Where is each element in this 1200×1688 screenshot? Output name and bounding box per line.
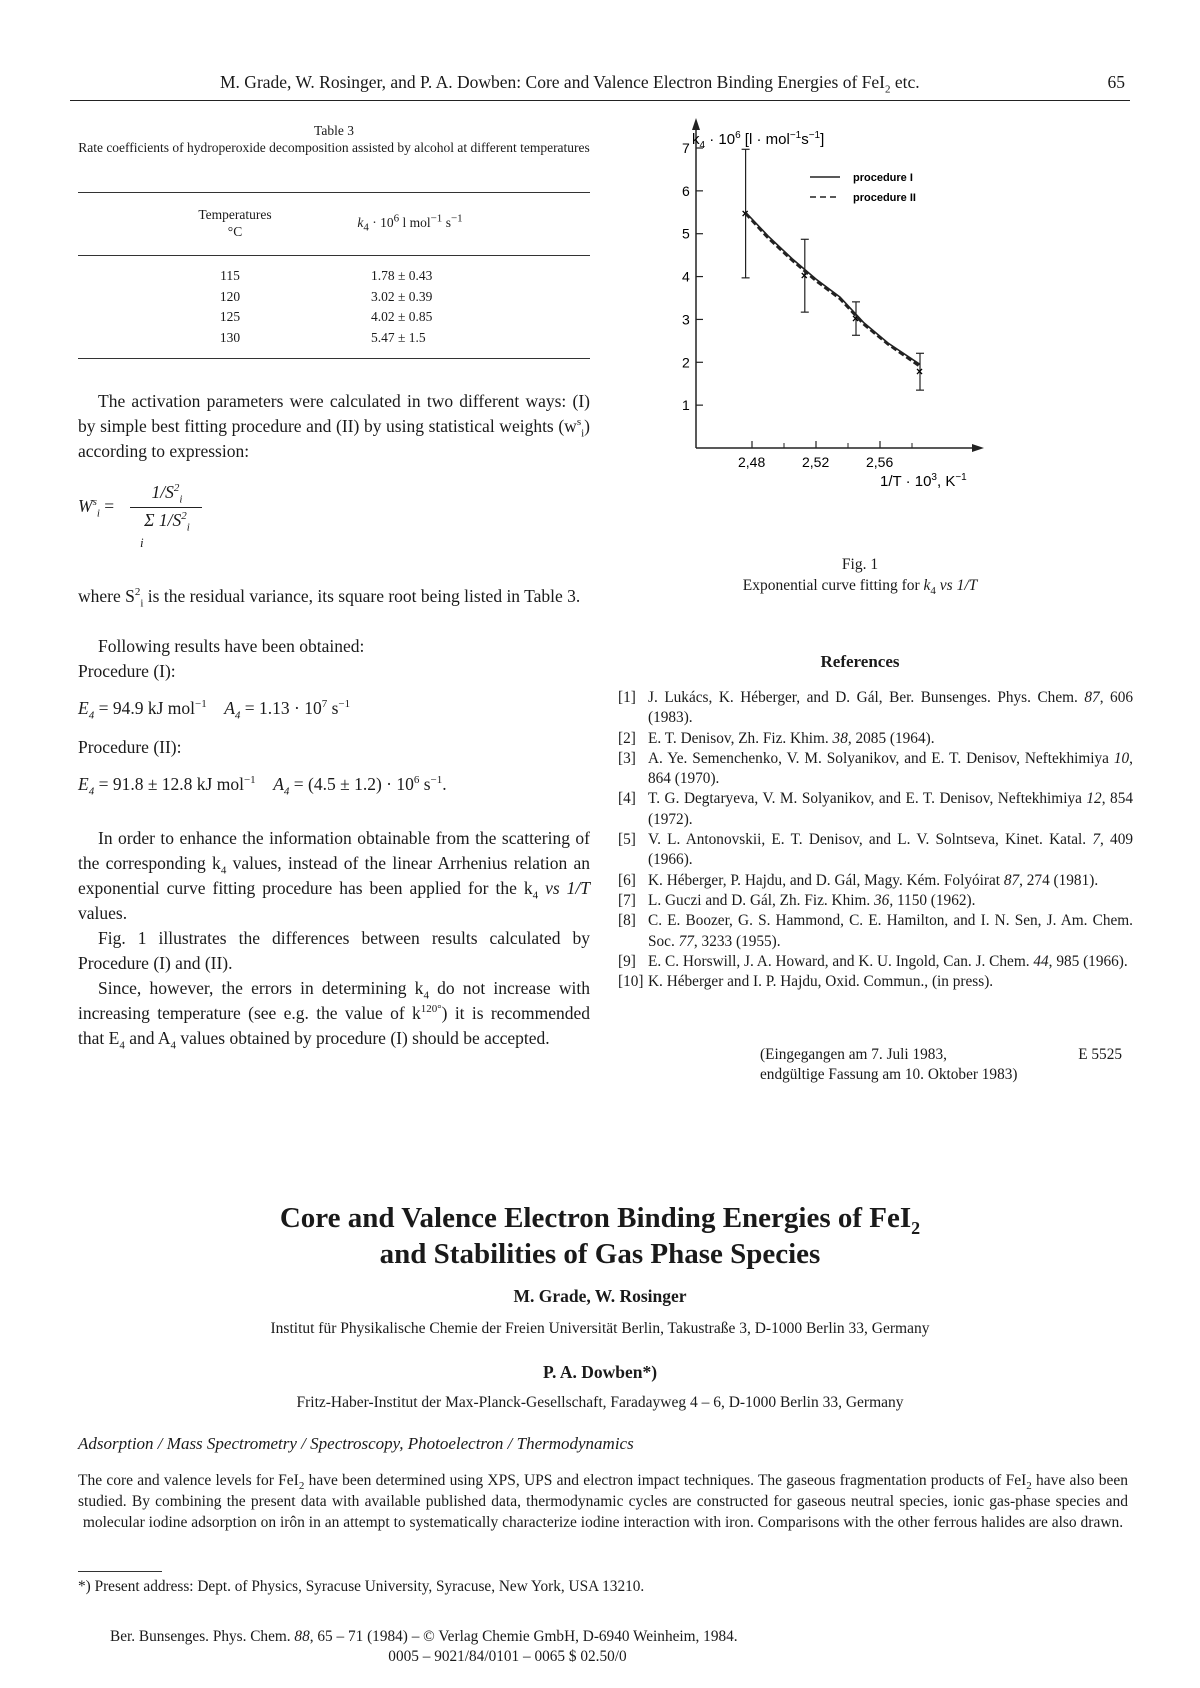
table-cell: 115 [220,268,240,283]
x-axis-label: $1/T \cdot 10^3$, $K^{-1}$ [880,472,967,490]
procedure-2-label: Procedure (II): [78,737,182,757]
paragraph-activation: The activation parameters were calculated in two different ways: (I) by simple best fitting procedure and (II) by using statistical weights $(w^s_i)$ according to expression: [78,391,590,461]
paragraph-enhance: In order to enhance the information obtainable from the scattering of the corresponding $k_4$ values, instead of the linear Arrhenius relation an exponential curve fitting procedure has been applied for the $k_4$ vs 1/T values. [78,828,591,923]
equation-denominator: Σ $1/S^2_i$ [144,510,190,534]
institution-2: Fritz-Haber-Institut der Max-Planck-Gesellschaft, Faradayweg 4 – 6, D-1000 Berlin 33, Germany [296,1394,904,1411]
reference-item: [2] E. T. Denisov, Zh. Fiz. Khim. 38, 2085 (1964). [618,729,935,747]
data-point-marker: × [800,268,808,283]
header-rule [70,100,1130,101]
y-axis-arrow [692,118,700,130]
table-header-k4: $k_4 \cdot 10^6$ l mol$^{-1}$ $s^{-1}$ [357,212,463,234]
equation-procedure-2: $E_4 = 91.8 \pm 12.8$ kJ mol$^{-1}$ $A_4 = (4.5 \pm 1.2) \cdot 10^6$ $s^{-1}$. [78,774,447,798]
table-cell: 3.02 ± 0.39 [371,288,433,304]
manuscript-code: E 5525 [1078,1046,1122,1063]
table-caption-text: Rate coefficients of hydroperoxide decomposition assisted by alcohol at different temperatures [78,140,590,155]
authors-1: M. Grade, W. Rosinger [513,1286,687,1306]
issn-line: 0005 – 9021/84/0101 – 0065 $ 02.50/0 [388,1648,627,1665]
table-cell: 130 [219,329,241,345]
y-tick-label: 7 [682,140,690,156]
references-list [618,688,1133,992]
keywords: Adsorption / Mass Spectrometry / Spectroscopy, Photoelectron / Thermodynamics [78,1434,634,1453]
equation-numerator: $1/S^2_i$ [151,482,183,506]
references-heading: References [820,652,900,671]
y-tick-label: 3 [682,311,690,328]
legend-label-procedure-2: procedure II [853,192,916,204]
institution-1: Institut für Physikalische Chemie der Freien Universität Berlin, Takustraße 3, D-1000 Berlin 33, Germany [270,1320,930,1337]
legend-label-procedure-1: procedure I [853,172,913,184]
article-title: Core and Valence Electron Binding Energies of FeI$_2$ and Stabilities of Gas Phase Species [279,1202,921,1270]
figure-1-chart [660,118,1080,538]
paragraph-conclusion: Since, however, the errors in determining $k_4$ do not increase with increasing temperature (see e.g. the value of $k^{120^\circ}$) it is recommended that $E_4$ and $A_4$ values obtained by procedure (I) should be accepted. [78,978,590,1052]
y-tick-label: 2 [682,354,690,371]
table-label: Table 3 [314,123,354,138]
data-point-marker: × [852,311,860,326]
series-line-1 [746,212,920,364]
table-col-k4 [371,266,491,348]
x-tick-label: 2,56 [866,454,894,470]
sum-index: i [140,535,144,550]
table-cell: 1.78 ± 0.43 [371,268,433,283]
reference-item: [6] K. Héberger, P. Hajdu, and D. Gál, Magy. Kém. Folyóirat 87, 274 (1981). [618,871,1099,889]
x-tick-label: 2,52 [802,454,830,470]
fraction-bar [130,507,202,508]
reference-item: [5] V. L. Antonovskii, E. T. Denisov, and L. V. Solntseva, Kinet. Katal. 7, 409 (1966). [618,831,1133,869]
y-tick-label: 6 [682,182,690,199]
y-tick-label: 5 [682,225,690,242]
y-tick-label: 4 [682,268,690,285]
table-cell: 120 [219,288,241,304]
reference-item: [4] T. G. Degtaryeva, V. M. Solyanikov, and E. T. Denisov, Neftekhimiya 12, 854 (1972). [618,790,1133,828]
table-cell: 4.02 ± 0.85 [371,309,433,324]
table-col-temperature [210,266,250,348]
x-axis-arrow [972,444,984,452]
footnote: *) Present address: Dept. of Physics, Syracuse University, Syracuse, New York, USA 13210. [78,1578,645,1595]
y-axis-label: $k_4 \cdot 10^6$ $[l \cdot mol^{-1}s^{-1}]$ [692,130,825,151]
table-top-rule [78,192,590,193]
footnote-rule [78,1571,162,1572]
data-point-marker: × [916,364,924,379]
page-number: 65 [1107,72,1125,92]
paragraph-fig1: Fig. 1 illustrates the differences between results calculated by Procedure (I) and (II). [78,928,590,973]
procedure-1-label: Procedure (I): [78,661,176,681]
y-tick-label: 1 [682,397,690,414]
figure-caption-text: Exponential curve fitting for $k_4$ vs 1/T [742,577,978,598]
paragraph-following: Following results have been obtained: [98,636,365,656]
running-title: M. Grade, W. Rosinger, and P. A. Dowben: Core and Valence Electron Binding Energies of FeI$_2$ etc. [220,72,920,96]
equation-procedure-1: $E_4 = 94.9$ kJ mol$^{-1}$ $A_4 = 1.13 \cdot 10^7$ $s^{-1}$ [78,698,351,722]
reference-item: [8] C. E. Boozer, G. S. Hammond, C. E. Hamilton, and I. N. Sen, J. Am. Chem. Soc. 77, 3233 (1955). [618,912,1133,950]
reference-item: [3] A. Ye. Semenchenko, V. M. Solyanikov, and E. T. Denisov, Neftekhimiya 10, 864 (1970). [618,749,1133,788]
received-note: (Eingegangen am 7. Juli 1983, endgültige Fassung am 10. Oktober 1983) E 5525 [760,1046,1122,1084]
data-point-marker: × [741,206,749,221]
abstract: The core and valence levels for FeI$_2$ have been determined using XPS, UPS and electron impact techniques. The gaseous fragmentation products of FeI$_2$ have also been studied. By combining the present data with available published data, thermodynamic cycles are constructed for gaseous neutral species, ionic gas-phase species and molecular iodine adsorption on irôn in an attempt to systematically characterize iodine interaction with iron. Comparisons with the other ferrous halides are also drawn. [78,1472,1128,1531]
figure-label: Fig. 1 [841,556,879,573]
table-cell: 5.47 ± 1.5 [371,329,426,345]
table-header-temperature: Temperatures °C [198,207,272,239]
series-line-2 [746,214,920,367]
figure-caption [640,554,1080,596]
authors-2: P. A. Dowben*) [542,1362,658,1382]
table-bottom-rule [78,358,590,359]
reference-item: [9] E. C. Horswill, J. A. Howard, and K. U. Ingold, Can. J. Chem. 44, 985 (1966). [618,952,1128,970]
reference-item: [10] K. Héberger and I. P. Hajdu, Oxid. Commun., (in press). [618,973,994,991]
equation-weights: $W^s_i$ = [78,496,115,520]
x-tick-label: 2,48 [738,454,766,470]
table-caption [78,122,590,156]
paragraph-where: where $S^2_i$ is the residual variance, its square root being listed in Table 3. [78,586,581,610]
table-cell: 125 [219,309,241,324]
citation-line: Ber. Bunsenges. Phys. Chem. 88, 65 – 71 (1984) – © Verlag Chemie GmbH, D-6940 Weinheim, 1984. [110,1628,738,1645]
reference-item: [7] L. Guczi and D. Gál, Zh. Fiz. Khim. 36, 1150 (1962). [618,891,976,909]
table-mid-rule [78,255,590,256]
reference-item: [1] J. Lukács, K. Héberger, and D. Gál, Ber. Bunsenges. Phys. Chem. 87, 606 (1983). [618,689,1133,727]
